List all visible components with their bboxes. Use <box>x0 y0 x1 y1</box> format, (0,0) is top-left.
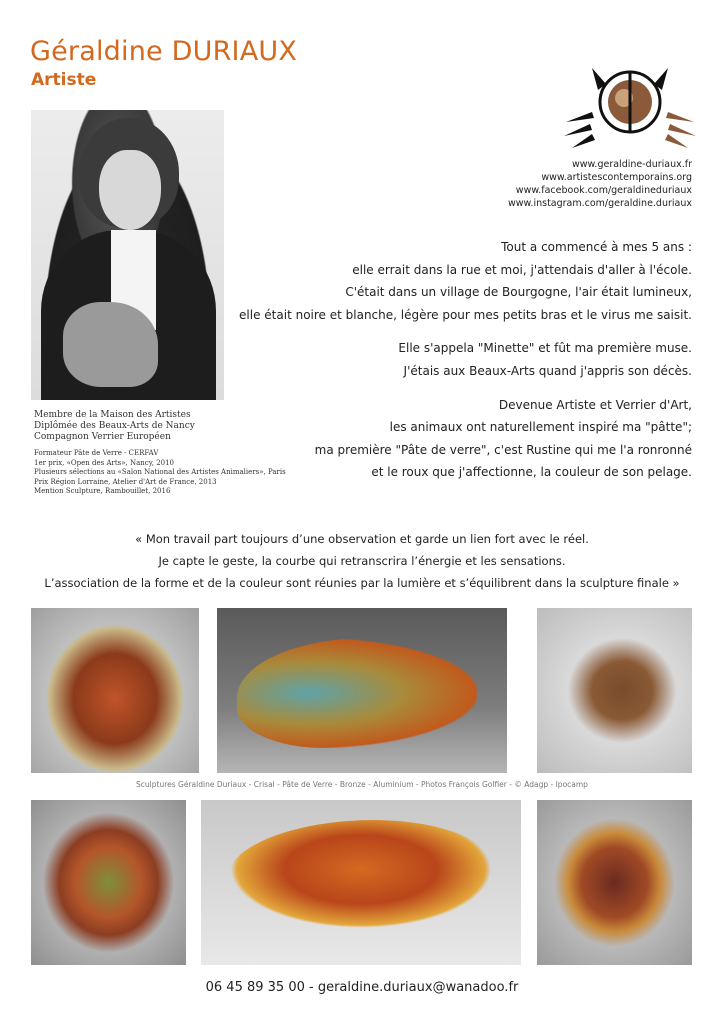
artist-portrait-photo <box>31 110 224 400</box>
story-paragraph-1: Tout a commencé à mes 5 ans : elle errait dans la rue et moi, j'attendais d'aller à l'école. C'était dans un village de Bourgogne, l'air était lumineux, elle était noire et blanche, légère pour mes petits bras et le virus me saisit. <box>239 240 692 322</box>
sculpture-photo-6 <box>537 800 692 965</box>
bio-line: Membre de la Maison des Artistes <box>34 410 191 420</box>
sculpture-photo-2 <box>217 608 507 773</box>
sculpture-photo-5 <box>201 800 521 965</box>
story-text <box>232 236 692 495</box>
website-links <box>508 158 692 210</box>
website-link[interactable]: www.geraldine-duriaux.fr <box>572 159 692 170</box>
cat-logo-icon <box>562 62 698 152</box>
story-paragraph-3: Devenue Artiste et Verrier d'Art, les animaux ont naturellement inspiré ma "pâtte"; ma première "Pâte de verre", c'est Rustine qui me l'a ronronné et le roux que j'affectionne, la couleur de son pelage. <box>314 397 692 480</box>
artist-quote: « Mon travail part toujours d’une observation et garde un lien fort avec le réel. Je capte le geste, la courbe qui retranscrira l’énergie et les sensations. L’association de la forme et de la couleur sont réunies par la lumière et s’équilibrent dans la sculpture finale » <box>44 532 680 590</box>
artist-subtitle: Artiste <box>31 70 97 90</box>
story-paragraph-2: Elle s'appela "Minette" et fût ma première muse. J'étais aux Beaux-Arts quand j'appris son décès. <box>398 341 692 378</box>
sculpture-photo-4 <box>31 800 186 965</box>
artists-link[interactable]: www.artistescontemporains.org <box>541 172 692 183</box>
sculpture-photo-3 <box>537 608 692 773</box>
artist-bio <box>34 410 286 497</box>
bio-detail: Prix Région Lorraine, Atelier d'Art de France, 2013 <box>34 477 217 486</box>
bio-detail: Plusieurs sélections au «Salon National des Artistes Animaliers», Paris <box>34 468 286 476</box>
instagram-link[interactable]: www.instagram.com/geraldine.duriaux <box>508 198 692 209</box>
bio-detail: Formateur Pâte de Verre - CERFAV <box>34 449 159 457</box>
sculpture-photo-1 <box>31 608 199 773</box>
contact-info[interactable]: 06 45 89 35 00 - geraldine.duriaux@wanadoo.fr <box>205 980 519 995</box>
facebook-link[interactable]: www.facebook.com/geraldineduriaux <box>515 185 692 196</box>
photo-caption: Sculptures Géraldine Duriaux - Crisal - Pâte de Verre - Bronze - Aluminium - Photos François Golfier - © Adagp - Ipocamp <box>136 780 588 789</box>
bio-line: Diplômée des Beaux-Arts de Nancy <box>34 421 195 431</box>
artist-name: Géraldine DURIAUX <box>30 36 298 67</box>
bio-detail: 1er prix, «Open des Arts», Nancy, 2010 <box>34 458 175 467</box>
bio-detail: Mention Sculpture, Rambouillet, 2016 <box>34 487 171 495</box>
bio-line: Compagnon Verrier Européen <box>34 432 171 442</box>
bio-details <box>34 449 286 497</box>
